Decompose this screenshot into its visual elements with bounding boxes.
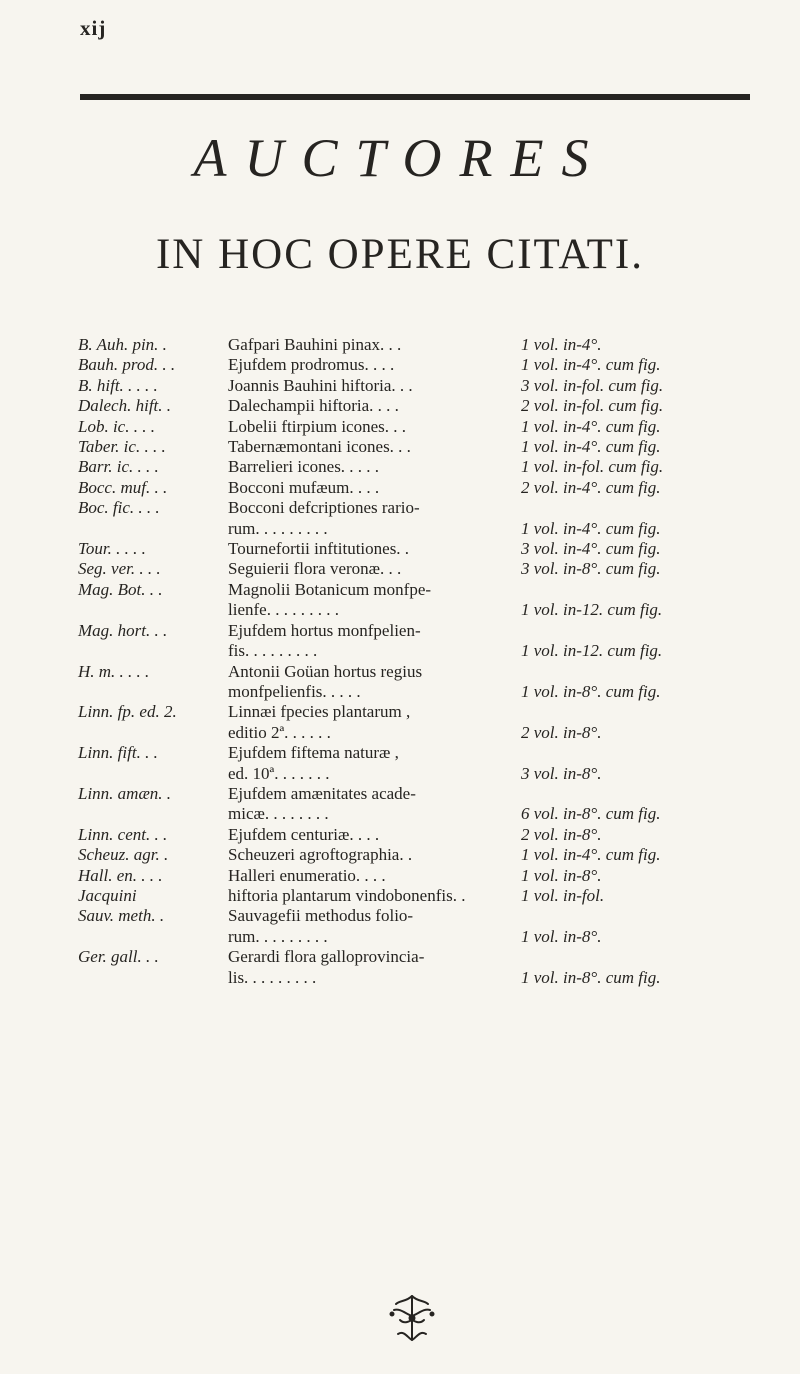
entry-row: [78, 641, 778, 661]
entry-row: [78, 968, 778, 988]
entry-abbreviation: B. hift. . . . .: [78, 375, 158, 395]
entry-abbreviation: Mag. Bot. . .: [78, 579, 163, 599]
entry-description: Joannis Bauhini hiftoria. . .: [228, 375, 413, 395]
entry-abbreviation: Bauh. prod. . .: [78, 355, 176, 375]
entry-description: Sauvagefii methodus folio-: [228, 906, 414, 926]
entry-volume: 1 vol. in-4°.: [521, 335, 602, 354]
entry-volume: 2 vol. in-4°. cum fig.: [521, 477, 661, 497]
entry-row: [78, 804, 778, 824]
entry-abbreviation: Linn. fift. . .: [78, 743, 158, 763]
entry-row: [78, 702, 778, 722]
entry-volume: 3 vol. in-fol. cum fig.: [521, 375, 664, 395]
entry-volume: 1 vol. in-8°.: [521, 865, 602, 885]
entry-abbreviation: Lob. ic. . . .: [78, 416, 155, 436]
entry-description: rum. . . . . . . . .: [228, 518, 328, 538]
entry-abbreviation: [78, 927, 228, 947]
entry-abbreviation: [78, 804, 228, 824]
entry-abbreviation: Ger. gall. . .: [78, 947, 159, 967]
entry-description: lienfe. . . . . . . . .: [228, 600, 339, 620]
page-subtitle: IN HOC OPERE CITATI.: [155, 231, 645, 278]
entry-description: Halleri enumeratio. . . .: [228, 865, 386, 885]
entry-description: Linnæi fpecies plantarum ,: [228, 702, 411, 722]
entry-description: Tabernæmontani icones. . .: [228, 437, 411, 457]
entry-volume: 1 vol. in-4°. cum fig.: [521, 845, 661, 865]
entry-row: [78, 947, 778, 967]
page-number: xij: [80, 16, 107, 40]
entry-volume: 1 vol. in-8°. cum fig.: [521, 681, 661, 701]
entry-abbreviation: [78, 519, 228, 539]
entry-volume: 3 vol. in-8°. cum fig.: [521, 559, 661, 579]
entry-description: Ejufdem amænitates acade-: [228, 783, 416, 803]
entry-row: [78, 417, 778, 437]
entry-volume: 2 vol. in-8°.: [521, 824, 602, 844]
entry-volume: 1 vol. in-fol.: [521, 885, 605, 905]
authors-list: [78, 335, 778, 988]
entry-abbreviation: [78, 723, 228, 743]
entry-abbreviation: Mag. hort. . .: [78, 620, 168, 640]
entry-volume: 3 vol. in-8°.: [521, 763, 602, 783]
entry-description: Gerardi flora galloprovincia-: [228, 947, 425, 967]
entry-description: Ejufdem hortus monfpelien-: [228, 620, 421, 640]
entry-description: Gafpari Bauhini pinax. . .: [228, 335, 402, 354]
entry-row: [78, 621, 778, 641]
entry-abbreviation: Linn. cent. . .: [78, 824, 168, 844]
entry-abbreviation: Tour. . . . .: [78, 539, 146, 559]
entry-description: Ejufdem fiftema naturæ ,: [228, 743, 399, 763]
entry-row: [78, 927, 778, 947]
entry-abbreviation: Scheuz. agr. .: [78, 845, 169, 865]
entry-volume: 1 vol. in-4°. cum fig.: [521, 437, 661, 457]
entry-row: [78, 682, 778, 702]
entry-row: [78, 355, 778, 375]
entry-description: Barrelieri icones. . . . .: [228, 457, 380, 477]
entry-row: [78, 396, 778, 416]
entry-abbreviation: Jacquini: [78, 885, 137, 905]
entry-volume: 2 vol. in-8°.: [521, 722, 602, 742]
entry-abbreviation: B. Auh. pin. .: [78, 335, 167, 354]
entry-row: [78, 845, 778, 865]
entry-description: Lobelii ftirpium icones. . .: [228, 416, 406, 436]
entry-description: Antonii Goüan hortus regius: [228, 661, 423, 681]
entry-row: [78, 335, 778, 355]
entry-abbreviation: Boc. fic. . . .: [78, 498, 160, 518]
entry-abbreviation: Taber. ic. . . .: [78, 437, 166, 457]
entry-abbreviation: Sauv. meth. .: [78, 906, 165, 926]
entry-row: [78, 580, 778, 600]
page-title: AUCTORES: [193, 128, 607, 188]
entry-row: [78, 376, 778, 396]
entry-abbreviation: Linn. fp. ed. 2.: [78, 702, 177, 722]
entry-row: [78, 437, 778, 457]
entry-volume: 1 vol. in-12. cum fig.: [521, 600, 663, 620]
entry-abbreviation: [78, 682, 228, 702]
entry-row: [78, 498, 778, 518]
entry-description: Tournefortii inftitutiones. .: [228, 539, 410, 559]
entry-description: Magnolii Botanicum monfpe-: [228, 579, 432, 599]
entry-description: fis. . . . . . . . .: [228, 641, 318, 661]
entry-description: monfpelienfis. . . . .: [228, 681, 361, 701]
entry-abbreviation: Seg. ver. . . .: [78, 559, 161, 579]
entry-row: [78, 723, 778, 743]
entry-description: rum. . . . . . . . .: [228, 926, 328, 946]
entry-volume: 2 vol. in-fol. cum fig.: [521, 396, 664, 416]
entry-description: Bocconi defcriptiones rario-: [228, 498, 420, 518]
entry-row: [78, 539, 778, 559]
entry-description: editio 2ª. . . . . .: [228, 722, 331, 742]
entry-row: [78, 906, 778, 926]
entry-abbreviation: Linn. amæn. .: [78, 783, 172, 803]
entry-abbreviation: [78, 764, 228, 784]
entry-row: [78, 662, 778, 682]
entry-row: [78, 866, 778, 886]
entry-description: Seguierii flora veronæ. . .: [228, 559, 402, 579]
entry-abbreviation: Bocc. muf. . .: [78, 477, 168, 497]
entry-abbreviation: Barr. ic. . . .: [78, 457, 159, 477]
entry-volume: 3 vol. in-4°. cum fig.: [521, 539, 661, 559]
entry-row: [78, 825, 778, 845]
entry-volume: 1 vol. in-4°. cum fig.: [521, 355, 661, 375]
entry-description: Ejufdem prodromus. . . .: [228, 355, 395, 375]
entry-row: [78, 600, 778, 620]
entry-row: [78, 559, 778, 579]
entry-description: ed. 10ª. . . . . . .: [228, 763, 330, 783]
entry-description: lis. . . . . . . . .: [228, 967, 317, 987]
entry-abbreviation: [78, 641, 228, 661]
entry-abbreviation: [78, 968, 228, 988]
entry-row: [78, 764, 778, 784]
entry-description: Scheuzeri agroftographia. .: [228, 845, 413, 865]
entry-volume: 1 vol. in-4°. cum fig.: [521, 416, 661, 436]
entry-abbreviation: H. m. . . . .: [78, 661, 150, 681]
entry-row: [78, 478, 778, 498]
entry-abbreviation: Dalech. hift. .: [78, 396, 172, 416]
entry-volume: 1 vol. in-8°.: [521, 926, 602, 946]
entry-abbreviation: Hall. en. . . .: [78, 865, 163, 885]
entry-volume: 1 vol. in-fol. cum fig.: [521, 457, 664, 477]
entry-description: micæ. . . . . . . .: [228, 804, 329, 824]
entry-description: Bocconi mufæum. . . .: [228, 477, 380, 497]
entry-row: [78, 743, 778, 763]
entry-abbreviation: [78, 600, 228, 620]
entry-description: hiftoria plantarum vindobonenfis. .: [228, 885, 466, 905]
entry-row: [78, 519, 778, 539]
entry-volume: 6 vol. in-8°. cum fig.: [521, 804, 661, 824]
entry-volume: 1 vol. in-8°. cum fig.: [521, 967, 661, 987]
entry-volume: 1 vol. in-12. cum fig.: [521, 641, 663, 661]
entry-description: Dalechampii hiftoria. . . .: [228, 396, 399, 416]
header-rule: [80, 94, 750, 100]
ornament-icon: [380, 1290, 444, 1348]
entry-row: [78, 457, 778, 477]
entry-volume: 1 vol. in-4°. cum fig.: [521, 518, 661, 538]
entry-description: Ejufdem centuriæ. . . .: [228, 824, 380, 844]
entry-row: [78, 886, 778, 906]
entry-row: [78, 784, 778, 804]
